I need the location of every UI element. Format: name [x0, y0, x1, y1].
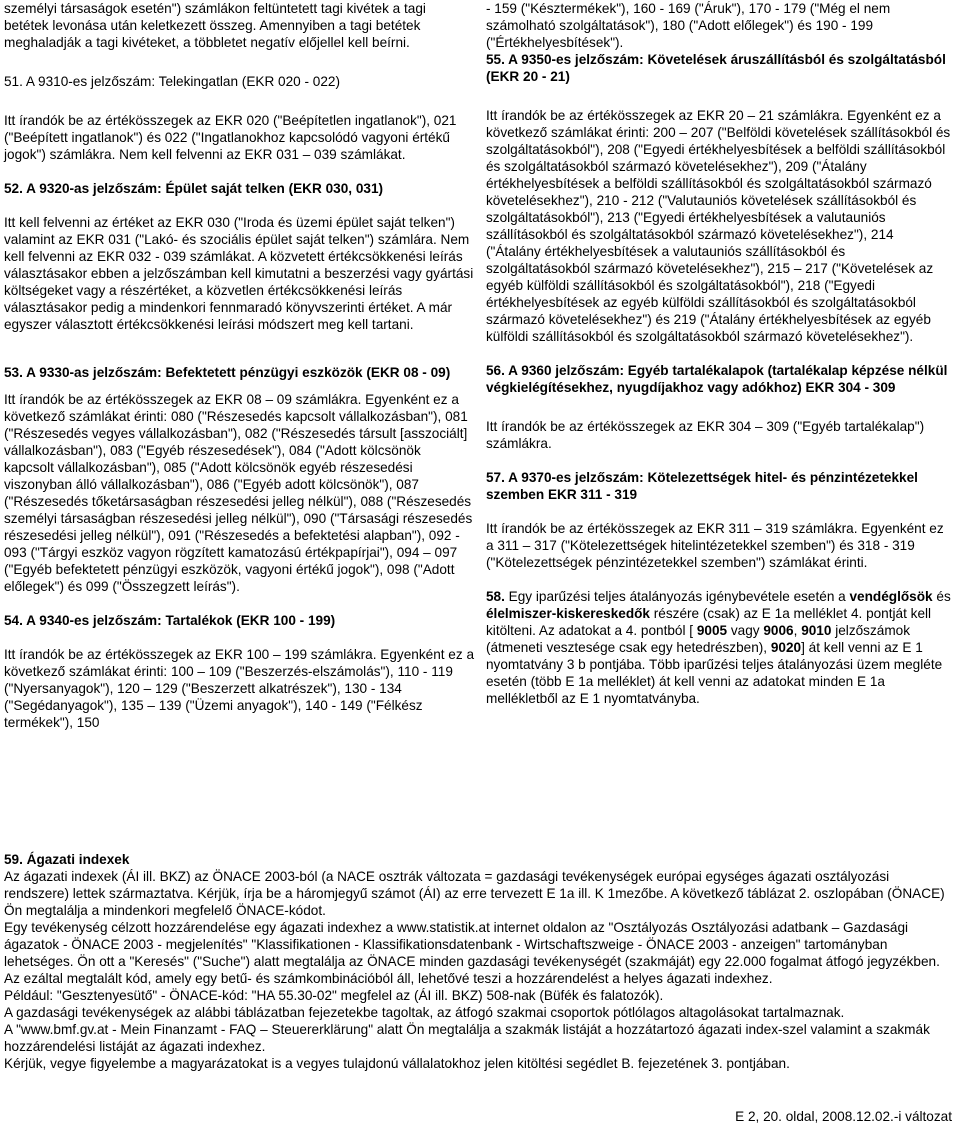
section-51-title: 51. A 9310-es jelzőszám: Telekingatlan (EKR 020 - 022) — [4, 74, 341, 89]
text-run: és — [932, 589, 951, 604]
section-58-number: 58. — [486, 589, 505, 604]
right-column — [486, 0, 952, 707]
text-run: , — [793, 623, 802, 638]
section-59-line: A "www.bmf.gv.at - Mein Finanzamt - FAQ – Steuererklärung" alatt Ön megtalálja a szakmák listáját a hozzátartozó ágazati index-szel valamint a szakmák hozzárendelési listáját az ágazati indexhez. — [4, 1022, 930, 1054]
section-51-body: Itt írandók be az értékösszegek az EKR 020 ("Beépítetlen ingatlanok"), 021 ("Beépített ingatlanok") és 022 ("Ingatlanokhoz kapcsolódó vagyoni értékű jogok") számlákra. Nem kell felvenni az EKR 031 – 039 számlákat. — [4, 113, 457, 162]
bold-run: 9020 — [770, 640, 802, 655]
section-53-body: Itt írandók be az értékösszegek az EKR 08 – 09 számlákra. Egyenként ez a következő számlákat érinti: 080 ("Részesedés kapcsolt vállalkozásban"), 081 ("Részesedés vegyes vállalkozásban"), 082 ("Részesedés társult [asszociált] vállalkozásban"), 083 ("Egyéb részesedések"), 084 ("Adott kölcsönök kapcsolt vállalkozásban"), 085 ("Adott kölcsönök egyéb részesedési viszonyban álló vállalkozásban"), 086 ("Egyéb adott kölcsönök"), 087 ("Részesedés tőketársaságban részesedési jelleg nélkül"), 088 ("Részesedés személyi társaságban részesedési jelleg nélkül"), 090 ("Társasági részesedés részesedési jelleg nélkül"), 091 ("Részesedés a befektetési alapban"), 092 - 093 ("Tárgyi eszköz vagyon rögzített kamatozású értékpapírjai"), 094 – 097 ("Egyéb befektetett pénzügyi eszközök, vagyoni értékű jogok"), 098 ("Adott előlegek") és 099 ("Összegzett leírás"). — [4, 392, 473, 594]
section-56-body: Itt írandók be az értékösszegek az EKR 304 – 309 ("Egyéb tartalékalap") számlákra. — [486, 419, 925, 451]
text-run: részére (csak) az E 1a melléklet 4. pontját kell kitölteni. Az adatokat a 4. pontból [ — [486, 606, 932, 638]
section-59-line: Az ágazati indexek (ÁI ill. BKZ) az ÖNACE 2003-ból (a NACE osztrák változata = gazdasági tevékenységek európai egységes ágazati osztályozási rendszere) lettek származtatva. Kérjük, írja be a háromjegyű számot (ÁI) az erre tervezett E 1a ill. K 1mezőbe. A következő táblázat 2. oszlopában (ÖNACE) Ön megtalálja a mindenkori megfelelő ÖNACE-kódot. — [4, 869, 945, 918]
section-55-body: Itt írandók be az értékösszegek az EKR 20 – 21 számlákra. Egyenként ez a következő számlákat érinti: 200 – 207 ("Belföldi követelések szállításokból és szolgáltatásokból"), 208 ("Egyedi értékhelyesbítések a belföldi szállításokból és szolgáltatásokból származó követelésekhez"), 209 ("Átalány értékhelyesbítések a belföldi szállításokból és szolgáltatásokból származó követelésekhez"), 210 - 212 ("Valutauniós követelések szállításokból és szolgáltatásokból"), 213 ("Egyedi értékhelyesbítések a valutauniós szállításokból és szolgáltatásokból származó követelésekhez"), 214 ("Átalány értékhelyesbítések a valutauniós szállításokból és szolgáltatásokból származó követelésekhez"), 215 – 217 ("Követelések az egyéb külföldi szállításokból és szolgáltatásokból"), 218 ("Egyedi értékhelyesbítések az egyéb külföldi szállításokból és szolgáltatásokból származó követelésekhez") és 219 ("Átalány értékhelyesbítések az egyéb külföldi szállításokból és szolgáltatásokból származó követelésekhez"). — [486, 108, 951, 344]
section-59-line: Egy tevékenység célzott hozzárendelése egy ágazati indexhez a www.statistik.at internet oldalon az "Osztályozás Osztályozási adatbank – Gazdasági ágazatok - ÖNACE 2003 - megjelenítés" "Klassifikationen - Klassifikationsdatenbank - Wirtschaftszweige - ÖNACE 2003 - anzeigen" tartományban lehetséges. Ön ott a "Keresés" ("Suche") alatt megtalálja az ÖNACE minden gazdasági tevékenységét (szakmáját) egy 22.000 fogalmat átfogó jegyzékben. Az ezáltal megtalált kód, amely egy betű- és számkombinációból áll, lehetővé teszi a hozzárendelést a helyes ágazati indexhez. — [4, 920, 940, 986]
bold-run: 9005 — [696, 623, 728, 638]
section-54-body: Itt írandók be az értékösszegek az EKR 100 – 199 számlákra. Egyenként ez a következő számlákat érinti: 100 – 109 ("Beszerzés-elszámolás"), 110 - 119 ("Nyersanyagok"), 120 – 129 ("Beszerzett alkatrészek"), 130 - 134 ("Segédanyagok"), 135 – 139 ("Üzemi anyagok"), 140 - 149 ("Félkész termékek"), 150 — [4, 647, 474, 730]
bold-run: 9006 — [763, 623, 794, 638]
section-52-body: Itt kell felvenni az értéket az EKR 030 ("Iroda és üzemi épület saját telken") valamint az EKR 031 ("Lakó- és szociális épület saját telken") számlára. Nem kell felvenni az EKR 032 - 039 számlákat. A közvetett értékcsökkenési leírás választásakor ebben a jelzőszámban kell kimutatni a beszerzési vagy gyártási költségeket vagy a részértéket, a közvetlen értékcsökkenési leírás választásakor pedig a mindenkori fennmaradó könyvszerinti értéket. A már egyszer választott értékcsökkenési leírási módszert meg kell tartani. — [4, 215, 474, 332]
section-52-title: 52. A 9320-as jelzőszám: Épület saját telken (EKR 030, 031) — [4, 181, 384, 196]
section-59 — [4, 851, 954, 1072]
section-59-line: Például: "Gesztenyesütő" - ÖNACE-kód: "HA 55.30-02" megfelel az (ÁI ill. BKZ) 508-nak (Büfék és falatozók). — [4, 988, 664, 1003]
section-57-body: Itt írandók be az értékösszegek az EKR 311 – 319 számlákra. Egyenként ez a 311 – 317 ("Kötelezettségek hitelintézetekkel szemben") és 318 - 319 ("Kötelezettségek pénzintézetekkel szemben") számlákat érinti. — [486, 521, 944, 570]
section-59-line: A gazdasági tevékenységek az alábbi táblázatban fejezetekbe tagoltak, az átfogó szakmai csoportok pótlólagos altagolásokat tartalmaznak. — [4, 1005, 845, 1020]
left-column — [4, 0, 474, 731]
section-56-title: 56. A 9360 jelzőszám: Egyéb tartalékalapok (tartalékalap képzése nélkül végkielégítésekhez, nyugdíjakhoz vagy adókhoz) EKR 304 - 309 — [486, 363, 948, 395]
text-run: vagy — [727, 623, 764, 638]
bold-run: vendéglősök — [849, 589, 933, 604]
text-run: Egy iparűzési teljes átalányozás igénybevétele esetén a — [504, 589, 850, 604]
text-run: ] át kell venni az E 1 nyomtatvány 3 b pontjába. Több iparűzési teljes átalányozási üzem megléte esetén (több E 1a melléklet) át kell venni az adatokat minden E 1a mellékletből az E 1 nyomtatványba. — [486, 640, 943, 706]
page-footer: E 2, 20. oldal, 2008.12.02.-i változat — [735, 1109, 952, 1124]
bold-run: 9010 — [801, 623, 832, 638]
section-58-body — [486, 588, 952, 707]
section-55-title: 55. A 9350-es jelzőszám: Követelések áruszállításból és szolgáltatásból (EKR 20 - 21) — [486, 52, 946, 84]
bold-run: élelmiszer-kiskereskedők — [486, 606, 650, 621]
text-run: jelzőszámok (átmeneti vesztesége csak egy hetedrészben), — [486, 623, 911, 655]
section-59-line: Kérjük, vegye figyelembe a magyarázatokat is a vegyes tulajdonú vállalatokhoz jelen kitöltési segédlet B. fejezetének 3. pontjában. — [4, 1056, 790, 1071]
section-57-title: 57. A 9370-es jelzőszám: Kötelezettségek hitel- és pénzintézetekkel szemben EKR 311 - 319 — [486, 470, 918, 502]
section-59-title: 59. Ágazati indexek — [4, 852, 130, 867]
continuation-paragraph: - 159 ("Késztermékek"), 160 - 169 ("Áruk"), 170 - 179 ("Még el nem számolható szolgáltatások"), 180 ("Adott előlegek") és 190 - 199 ("Értékhelyesbítések"). — [486, 1, 891, 50]
section-53-title: 53. A 9330-as jelzőszám: Befektetett pénzügyi eszközök (EKR 08 - 09) — [4, 365, 451, 380]
section-54-title: 54. A 9340-es jelzőszám: Tartalékok (EKR 100 - 199) — [4, 613, 336, 628]
intro-paragraph: személyi társaságok esetén") számlákon feltüntetett tagi kivétek a tagi betétek levonása után keletkezett összeg. Amennyiben a tagi betétek meghaladják a tagi kivéteket, a többletet negatív előjellel kell beírni. — [4, 1, 426, 50]
